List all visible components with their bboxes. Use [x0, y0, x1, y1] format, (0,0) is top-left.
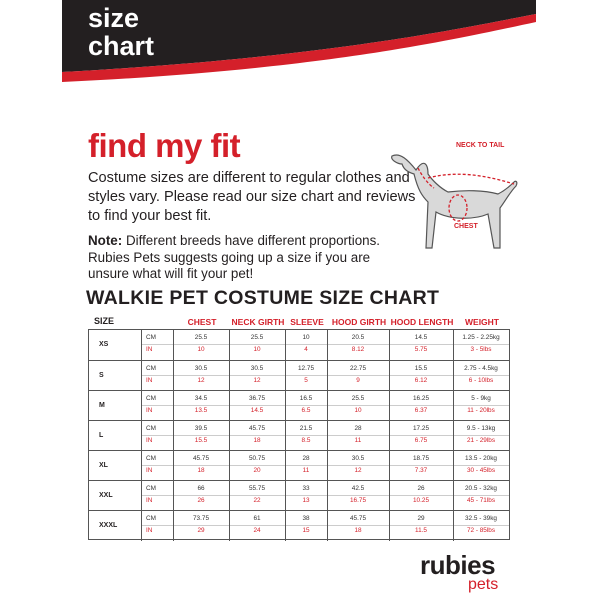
- unit-label: CM: [146, 515, 156, 522]
- table-cell: 11 - 20lbs: [467, 407, 495, 414]
- table-cell: 24: [253, 527, 261, 534]
- table-cell: 33: [302, 485, 310, 492]
- table-cell: 45.75: [350, 515, 366, 522]
- table-cell: 9: [356, 377, 360, 384]
- table-cell: 6.12: [414, 377, 428, 384]
- table-cell: 22.75: [350, 365, 366, 372]
- chest-label: CHEST: [454, 223, 478, 230]
- size-column-header: SIZE: [94, 316, 115, 326]
- table-cell: 20: [253, 467, 261, 474]
- size-label: XS: [99, 341, 109, 348]
- unit-label: CM: [146, 334, 156, 341]
- banner-title-line2: chart: [88, 31, 155, 61]
- unit-label: CM: [146, 455, 156, 462]
- table-cell: 21 - 29lbs: [466, 437, 496, 444]
- logo-wordmark: rubies: [420, 550, 496, 580]
- dog-measurement-diagram: [388, 130, 523, 265]
- table-cell: 16.75: [350, 497, 366, 504]
- table-cell: 6.37: [414, 407, 428, 414]
- table-cell: 30.5: [351, 455, 365, 462]
- table-cell: 55.75: [249, 485, 265, 492]
- table-cell: 25.5: [250, 334, 264, 341]
- table-cell: 36.75: [249, 395, 265, 402]
- table-row: [89, 450, 509, 480]
- table-cell: 73.75: [193, 515, 209, 522]
- size-label: L: [99, 432, 104, 439]
- column-headers: [174, 317, 510, 329]
- size-label: S: [99, 372, 104, 379]
- size-chart-table: [88, 329, 510, 540]
- intro-text: Costume sizes are different to regular clothes and styles vary. Please read our size chart and reviews to find your best fit.: [88, 170, 416, 224]
- banner-title: [88, 4, 154, 60]
- unit-label: IN: [146, 407, 153, 414]
- table-cell: 14.5: [250, 407, 264, 414]
- column-header: SLEEVE: [290, 317, 324, 327]
- unit-label: IN: [146, 346, 153, 353]
- table-cell: 10.25: [413, 497, 429, 504]
- unit-label: IN: [146, 497, 153, 504]
- table-cell: 13.5 - 20kg: [465, 455, 497, 462]
- table-cell: 21.5: [299, 425, 313, 432]
- table-cell: 6.75: [414, 437, 428, 444]
- find-my-fit-heading: find my fit: [88, 127, 241, 164]
- table-cell: 39.5: [194, 425, 208, 432]
- table-cell: 20.5: [351, 334, 365, 341]
- table-cell: 2.75 - 4.5kg: [464, 365, 498, 372]
- table-cell: 12: [197, 377, 205, 384]
- column-header: CHEST: [187, 317, 217, 327]
- table-cell: 18.75: [413, 455, 429, 462]
- table-cell: 7.37: [414, 467, 428, 474]
- table-cell: 25.5: [351, 395, 365, 402]
- table-cell: 1.25 - 2.25kg: [462, 334, 500, 341]
- table-cell: 45 - 71lbs: [466, 497, 496, 504]
- column-header: NECK GIRTH: [231, 317, 285, 327]
- table-cell: 6 - 10lbs: [468, 377, 494, 384]
- table-cell: 4: [304, 346, 308, 353]
- table-cell: 34.5: [194, 395, 208, 402]
- size-chart-title: WALKIE PET COSTUME SIZE CHART: [86, 287, 440, 309]
- table-cell: 42.5: [351, 485, 365, 492]
- logo-subtitle: pets: [468, 576, 499, 593]
- column-header: WEIGHT: [465, 317, 499, 327]
- unit-label: CM: [146, 365, 156, 372]
- table-cell: 15.5: [194, 437, 208, 444]
- table-cell: 6.5: [301, 407, 311, 414]
- table-cell: 14.5: [414, 334, 428, 341]
- note-label: Note:: [88, 233, 123, 248]
- size-label: XXL: [99, 492, 113, 499]
- table-cell: 26: [417, 485, 425, 492]
- table-row: [89, 390, 509, 420]
- table-cell: 18: [253, 437, 261, 444]
- size-chart-banner: [62, 0, 536, 82]
- table-cell: 15: [302, 527, 310, 534]
- rubies-pets-logo: [420, 550, 516, 593]
- table-cell: 28: [354, 425, 362, 432]
- table-cell: 30.5: [250, 365, 264, 372]
- table-cell: 25.5: [194, 334, 208, 341]
- table-cell: 28: [302, 455, 310, 462]
- table-row: [89, 510, 509, 540]
- table-cell: 18: [197, 467, 205, 474]
- table-cell: 12: [253, 377, 261, 384]
- column-header: HOOD GIRTH: [331, 317, 387, 327]
- table-cell: 45.75: [249, 425, 265, 432]
- size-label: M: [99, 402, 105, 409]
- note-body: Different breeds have different proportions. Rubies Pets suggests going up a size if you are unsure what will fit your pet!: [88, 233, 381, 281]
- unit-label: IN: [146, 437, 153, 444]
- table-row: [89, 360, 509, 390]
- table-cell: 10: [354, 407, 362, 414]
- table-cell: 11.5: [415, 527, 427, 534]
- table-cell: 13: [302, 497, 310, 504]
- table-cell: 61: [253, 515, 261, 522]
- table-cell: 12.75: [298, 365, 314, 372]
- table-cell: 29: [417, 515, 425, 522]
- table-cell: 22: [253, 497, 261, 504]
- table-cell: 8.12: [351, 346, 365, 353]
- table-row: [89, 420, 509, 450]
- table-cell: 20.5 - 32kg: [465, 485, 497, 492]
- table-cell: 5: [304, 377, 308, 384]
- unit-label: CM: [146, 425, 156, 432]
- unit-label: IN: [146, 377, 153, 384]
- table-row: [89, 480, 509, 510]
- table-cell: 15.5: [414, 365, 428, 372]
- table-cell: 9.5 - 13kg: [466, 425, 496, 432]
- table-cell: 66: [197, 485, 205, 492]
- size-label: XL: [99, 462, 108, 469]
- unit-label: IN: [146, 467, 153, 474]
- table-cell: 30.5: [194, 365, 208, 372]
- neck-to-tail-label: NECK TO TAIL: [456, 142, 505, 149]
- unit-label: CM: [146, 395, 156, 402]
- table-cell: 16.25: [413, 395, 429, 402]
- column-header: HOOD LENGTH: [390, 317, 454, 327]
- note-text: [88, 233, 414, 283]
- table-cell: 29: [197, 527, 205, 534]
- table-cell: 30 - 45lbs: [466, 467, 496, 474]
- table-cell: 5 - 9kg: [471, 395, 491, 402]
- banner-title-line1: size: [88, 3, 140, 33]
- table-cell: 45.75: [193, 455, 209, 462]
- table-cell: 10: [197, 346, 205, 353]
- table-cell: 26: [197, 497, 205, 504]
- unit-label: IN: [146, 527, 153, 534]
- dog-silhouette-icon: [388, 130, 523, 265]
- table-cell: 3 - 5lbs: [470, 346, 492, 353]
- size-label: XXXL: [99, 522, 118, 529]
- table-cell: 10: [302, 334, 310, 341]
- table-cell: 8.5: [301, 437, 311, 444]
- table-cell: 50.75: [249, 455, 265, 462]
- table-cell: 32.5 - 39kg: [465, 515, 497, 522]
- table-cell: 13.5: [194, 407, 208, 414]
- table-cell: 17.25: [413, 425, 429, 432]
- table-cell: 16.5: [299, 395, 313, 402]
- table-row: [89, 330, 509, 360]
- table-cell: 11: [354, 437, 362, 444]
- table-cell: 12: [354, 467, 362, 474]
- table-cell: 72 - 85lbs: [466, 527, 496, 534]
- table-cell: 38: [302, 515, 310, 522]
- unit-label: CM: [146, 485, 156, 492]
- table-cell: 10: [253, 346, 261, 353]
- table-cell: 5.75: [414, 346, 428, 353]
- table-cell: 18: [354, 527, 362, 534]
- table-cell: 11: [302, 467, 310, 474]
